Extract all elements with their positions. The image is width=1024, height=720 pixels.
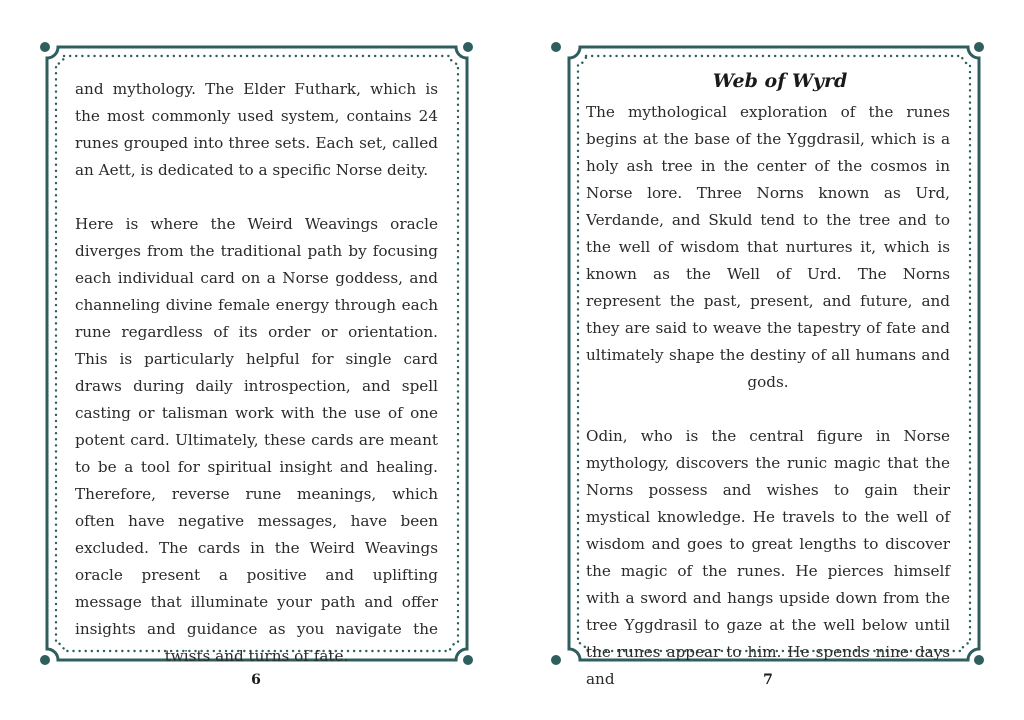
left-page [0, 0, 512, 707]
page-number: 7 [763, 672, 773, 688]
body-paragraph: Odin, who is the central figure in Norse mythology, discovers the runic magic that the Norns possess and wishes to gain their mystical knowledge. He travels to the well of wisdom and goes to great lengths to discover the magic of the runes. He pierces himself with a sword and hangs upside down from the tree Yggdrasil to gaze at the well below until the runes appear to him. He spends nine days and [586, 427, 950, 688]
left-page-body [75, 76, 438, 697]
body-paragraph: Here is where the Weird Weavings oracle diverges from the traditional path by focusing each individual card on a Norse goddess, and channeling divine female energy through each rune regardless of its order or orientation. This is particularly helpful for single card draws during daily introspection, and spell casting or talisman work with the use of one potent card. Ultimately, these cards are meant to be a tool for spiritual insight and healing. Therefore, reverse rune meanings, which often have negative messages, have been excluded. The cards in the Weird Weavings oracle present a positive and uplifting message that illuminate your path and offer insights and guidance as you navigate the twists and turns of fate. [75, 215, 438, 665]
right-page [512, 0, 1024, 707]
body-paragraph: and mythology. The Elder Futhark, which is the most commonly used system, contains 24 runes grouped into three sets. Each set, called an Aett, is dedicated to a specific Norse deity. [75, 80, 438, 179]
section-title: Web of Wyrd [712, 70, 848, 92]
page-number: 6 [251, 672, 261, 688]
right-page-body [586, 99, 950, 720]
body-paragraph: The mythological exploration of the runes begins at the base of the Yggdrasil, which is a holy ash tree in the center of the cosmos in Norse lore. Three Norns known as Urd, Verdande, and Skuld tend to the tree and to the well of wisdom that nurtures it, which is known as the Well of Urd. The Norns represent the past, present, and future, and they are said to weave the tapestry of fate and ultimately shape the destiny of all humans and gods. [586, 103, 950, 391]
